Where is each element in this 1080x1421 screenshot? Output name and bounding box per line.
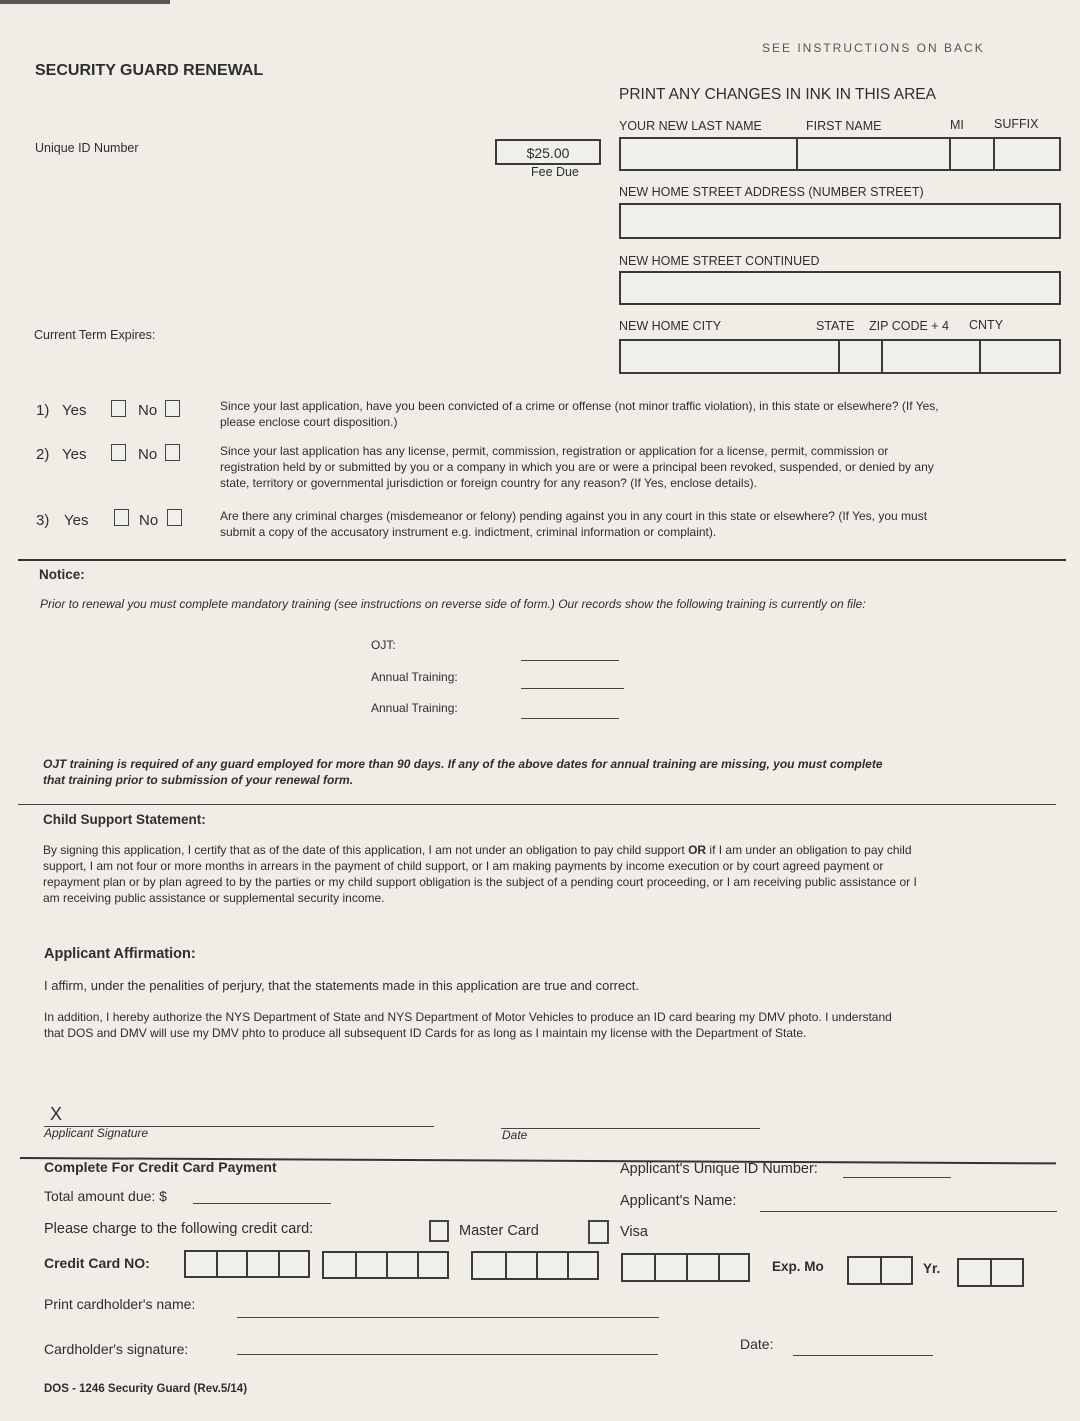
child-support-text [43, 842, 928, 906]
county-input[interactable] [981, 341, 1059, 372]
card-number-group-4[interactable] [621, 1253, 750, 1282]
annual1-date-line[interactable] [521, 688, 624, 689]
notice-text: Prior to renewal you must complete mandatory training (see instructions on reverse side of form.) Our records show the following training is currently on file: [40, 597, 866, 611]
q3-text: Are there any criminal charges (misdemeanor or felony) pending against you in any court in this state or elsewhere? (If Yes, you must submit a copy of the accusatory instrument e.g. indictment, criminal information or complaint). [220, 509, 928, 539]
form-id: DOS - 1246 Security Guard (Rev.5/14) [44, 1383, 248, 1395]
affirmation-text-2: In addition, I hereby authorize the NYS Department of State and NYS Department of Motor Vehicles to produce an ID card bearing my DMV photo. I understand that DOS and DMV will use my DMV phto to produce all subsequent ID Cards for as long as I maintain my license with the Department of State. [44, 1010, 892, 1040]
street-cont-input[interactable] [619, 271, 1061, 305]
name-field-row [619, 137, 1061, 171]
last-name-input[interactable] [621, 139, 798, 169]
q2-number: 2) [36, 446, 50, 463]
exp-year-divider [990, 1258, 992, 1287]
q2-no-label: No [138, 446, 158, 463]
applicant-unique-id-line[interactable] [843, 1177, 951, 1178]
card-digit-divider [417, 1251, 419, 1279]
fee-box [495, 139, 601, 165]
signature-date-label: Date [502, 1128, 528, 1142]
card-number-label: Credit Card NO: [44, 1255, 150, 1271]
mastercard-label: Master Card [459, 1223, 539, 1239]
q2-yes-checkbox[interactable] [111, 444, 126, 461]
changes-heading: PRINT ANY CHANGES IN INK IN THIS AREA [619, 86, 936, 103]
street-cont-label: NEW HOME STREET CONTINUED [619, 254, 820, 268]
q3-number: 3) [36, 512, 50, 529]
total-due-line[interactable] [193, 1203, 331, 1204]
card-digit-divider [355, 1251, 357, 1279]
card-digit-divider [654, 1253, 656, 1282]
visa-label: Visa [620, 1224, 648, 1240]
applicant-unique-id-label: Applicant's Unique ID Number: [620, 1161, 818, 1177]
cardholder-signature-line[interactable] [237, 1354, 658, 1355]
city-label: NEW HOME CITY [619, 319, 722, 333]
child-support-heading: Child Support Statement: [43, 812, 206, 827]
affirmation-text-1: I affirm, under the penalities of perjury, that the statements made in this application are true and correct. [44, 978, 639, 993]
last-name-label: YOUR NEW LAST NAME [619, 119, 762, 133]
affirmation-heading: Applicant Affirmation: [44, 946, 196, 962]
card-digit-divider [278, 1250, 280, 1278]
annual1-label: Annual Training: [371, 670, 458, 684]
applicant-name-line[interactable] [760, 1211, 1057, 1212]
q1-yes-label: Yes [62, 402, 87, 419]
card-digit-divider [718, 1253, 720, 1282]
first-name-input[interactable] [798, 139, 951, 169]
child-support-text-post: if I am under an obligation to pay child support, I am not four or more months in arrears in the payment of child support, or I am making payments by income execution or by court agreed payment or repayment plan or by plan agreed to by the parties or my child support obligation is the subject of a pending court proceeding, or I am receiving public assistance or I am receiving public assistance or supplemental security income. [43, 843, 917, 905]
signature-x-mark: X [50, 1104, 63, 1124]
exp-month-label: Exp. Mo [772, 1259, 824, 1274]
ojt-date-line[interactable] [521, 660, 619, 661]
card-digit-divider [567, 1251, 569, 1280]
q1-no-checkbox[interactable] [165, 400, 180, 417]
fee-label: Fee Due [531, 165, 579, 179]
city-field-row [619, 339, 1061, 374]
top-banner: SEE INSTRUCTIONS ON BACK [762, 41, 985, 55]
card-digit-divider [246, 1250, 248, 1278]
print-name-line[interactable] [237, 1317, 659, 1318]
divider-notice [18, 559, 1066, 561]
state-label: STATE [816, 319, 855, 333]
charge-card-label: Please charge to the following credit card: [44, 1221, 314, 1237]
state-input[interactable] [840, 341, 883, 372]
q1-no-label: No [138, 402, 158, 419]
unique-id-label: Unique ID Number [35, 141, 139, 155]
q3-yes-checkbox[interactable] [114, 509, 129, 526]
exp-year-label: Yr. [923, 1261, 941, 1276]
city-input[interactable] [621, 341, 840, 372]
q1-number: 1) [36, 402, 50, 419]
fee-value: $25.00 [526, 145, 570, 161]
mastercard-checkbox[interactable] [429, 1220, 449, 1242]
street-label: NEW HOME STREET ADDRESS (NUMBER STREET) [619, 185, 924, 199]
signature-date-line[interactable] [501, 1128, 760, 1129]
applicant-signature-label: Applicant Signature [44, 1126, 149, 1140]
q2-no-checkbox[interactable] [165, 444, 180, 461]
q2-text: Since your last application has any license, permit, commission, registration or application for a license, permit, commission or registration held by or submitted by you or a company in which you are or were a principal been revoked, suspended, or denied by any state, territory or governmental jurisdiction or foreign country for any reason? (If Yes, enclose details). [220, 444, 934, 490]
q3-no-label: No [139, 512, 159, 529]
card-digit-divider [536, 1251, 538, 1280]
zip-input[interactable] [883, 341, 981, 372]
mi-input[interactable] [951, 139, 995, 169]
annual2-date-line[interactable] [521, 718, 619, 719]
card-date-label: Date: [740, 1336, 774, 1352]
notice-footer: OJT training is required of any guard employed for more than 90 days. If any of the above dates for annual training are missing, you must complete that training prior to submission of your renewal form. [43, 757, 883, 787]
card-digit-divider [505, 1251, 507, 1280]
ojt-label: OJT: [371, 638, 396, 652]
card-number-group-1[interactable] [184, 1250, 310, 1278]
applicant-name-label: Applicant's Name: [620, 1193, 737, 1209]
current-term-label: Current Term Expires: [34, 328, 156, 342]
q1-text: Since your last application, have you been convicted of a crime or offense (not minor traffic violation), in this state or elsewhere? (If Yes, please enclose court disposition.) [220, 399, 939, 429]
first-name-label: FIRST NAME [806, 119, 882, 133]
exp-year-input[interactable] [957, 1258, 1024, 1287]
child-support-text-pre: By signing this application, I certify that as of the date of this application, I am not under an obligation to pay child support [43, 843, 689, 857]
county-label: CNTY [969, 318, 1004, 332]
payment-heading: Complete For Credit Card Payment [44, 1159, 277, 1175]
q2-yes-label: Yes [62, 446, 87, 463]
card-digit-divider [386, 1251, 388, 1279]
print-name-label: Print cardholder's name: [44, 1296, 196, 1312]
notice-heading: Notice: [39, 567, 85, 582]
card-digit-divider [686, 1253, 688, 1282]
suffix-input[interactable] [995, 139, 1059, 169]
card-number-group-2[interactable] [322, 1251, 449, 1279]
zip-label: ZIP CODE + 4 [869, 319, 950, 333]
visa-checkbox[interactable] [588, 1220, 609, 1244]
card-digit-divider [216, 1250, 218, 1278]
street-input[interactable] [619, 203, 1061, 239]
annual2-label: Annual Training: [371, 701, 458, 715]
suffix-label: SUFFIX [994, 117, 1039, 131]
divider-child-support [18, 804, 1056, 805]
card-date-line[interactable] [793, 1355, 933, 1356]
child-support-text-or: OR [688, 843, 707, 857]
cardholder-signature-label: Cardholder's signature: [44, 1341, 189, 1357]
form-title: SECURITY GUARD RENEWAL [35, 62, 264, 79]
mi-label: MI [950, 118, 964, 132]
q3-no-checkbox[interactable] [167, 509, 182, 526]
top-edge-strip [0, 0, 170, 4]
q3-yes-label: Yes [64, 512, 89, 529]
q1-yes-checkbox[interactable] [111, 400, 126, 417]
exp-month-divider [880, 1256, 882, 1285]
card-number-group-3[interactable] [471, 1251, 599, 1280]
exp-month-input[interactable] [847, 1256, 913, 1285]
total-due-label: Total amount due: $ [44, 1188, 167, 1204]
